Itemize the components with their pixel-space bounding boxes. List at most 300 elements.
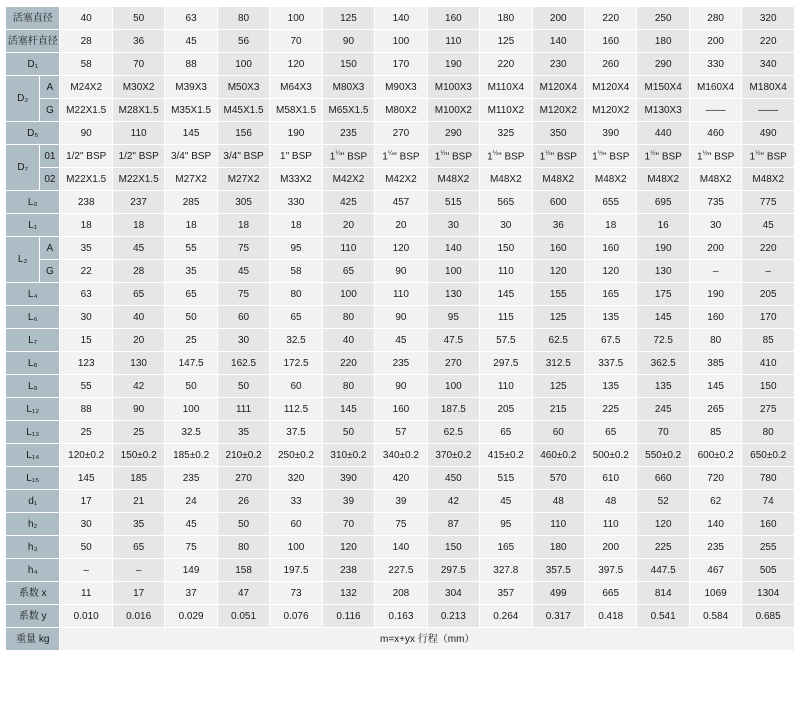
table-row: [6, 467, 795, 490]
table-cell: 180: [637, 30, 689, 53]
table-cell: 110: [375, 283, 427, 306]
table-cell: 0.010: [60, 605, 112, 628]
table-cell: 45: [165, 30, 217, 53]
table-cell: 75: [375, 513, 427, 536]
table-cell: 30: [60, 513, 112, 536]
table-cell: 15: [60, 329, 112, 352]
table-cell: 280: [689, 7, 741, 30]
table-cell: 165: [480, 536, 532, 559]
table-row: [6, 352, 795, 375]
table-cell: 150: [480, 237, 532, 260]
table-cell: $1^{\frac{1}{2}}$" BSP: [480, 145, 532, 168]
table-cell: ——: [689, 99, 741, 122]
table-row: [6, 76, 795, 99]
table-cell: 410: [742, 352, 795, 375]
table-cell: 370±0.2: [427, 444, 479, 467]
table-cell: 130: [427, 283, 479, 306]
table-cell: 60: [270, 375, 322, 398]
table-cell: 337.5: [585, 352, 637, 375]
table-cell: 499: [532, 582, 584, 605]
table-cell: 90: [112, 398, 164, 421]
table-cell: 320: [270, 467, 322, 490]
table-cell: 457: [375, 191, 427, 214]
row-label: 系数 x: [6, 582, 60, 605]
table-cell: 140: [375, 7, 427, 30]
table-cell: M120X2: [585, 99, 637, 122]
row-label: L₇: [6, 329, 60, 352]
table-cell: 18: [270, 214, 322, 237]
table-cell: 200: [689, 30, 741, 53]
table-cell: 255: [742, 536, 795, 559]
table-cell: M42X2: [322, 168, 374, 191]
table-cell: M80X3: [322, 76, 374, 99]
table-cell: 0.163: [375, 605, 427, 628]
table-cell: 125: [322, 7, 374, 30]
table-cell: 150: [427, 536, 479, 559]
table-cell: M24X2: [60, 76, 112, 99]
table-cell: 160: [742, 513, 795, 536]
table-cell: 42: [112, 375, 164, 398]
table-cell: 90: [322, 30, 374, 53]
table-row: [6, 375, 795, 398]
row-label: D₇: [6, 145, 40, 191]
table-cell: 330: [689, 53, 741, 76]
table-cell: 11: [60, 582, 112, 605]
table-cell: –: [742, 260, 795, 283]
table-cell: 30: [60, 306, 112, 329]
row-label: h₃: [6, 536, 60, 559]
table-cell: 200: [532, 7, 584, 30]
table-cell: M130X3: [637, 99, 689, 122]
table-cell: 47: [217, 582, 269, 605]
table-cell: 65: [270, 306, 322, 329]
table-cell: 0.584: [689, 605, 741, 628]
table-cell: 85: [742, 329, 795, 352]
table-cell: 145: [165, 122, 217, 145]
table-cell: 88: [60, 398, 112, 421]
table-cell: 65: [165, 283, 217, 306]
table-cell: 460±0.2: [532, 444, 584, 467]
table-cell: 52: [637, 490, 689, 513]
table-cell: 25: [112, 421, 164, 444]
row-label: L₄: [6, 283, 60, 306]
table-cell: –: [689, 260, 741, 283]
table-cell: M50X3: [217, 76, 269, 99]
table-cell: 310±0.2: [322, 444, 374, 467]
table-cell: 327.8: [480, 559, 532, 582]
table-cell: 57.5: [480, 329, 532, 352]
table-row: [6, 122, 795, 145]
table-cell: 39: [375, 490, 427, 513]
row-sub-label: 02: [40, 168, 60, 191]
table-row: [6, 99, 795, 122]
table-cell: 210±0.2: [217, 444, 269, 467]
table-cell: M30X2: [112, 76, 164, 99]
table-cell: 47.5: [427, 329, 479, 352]
table-cell: 460: [689, 122, 741, 145]
table-cell: M48X2: [742, 168, 795, 191]
table-cell: 0.264: [480, 605, 532, 628]
table-cell: 35: [217, 421, 269, 444]
table-cell: M180X4: [742, 76, 795, 99]
table-cell: 100: [270, 7, 322, 30]
table-cell: 63: [60, 283, 112, 306]
table-cell: 50: [217, 375, 269, 398]
table-cell: 610: [585, 467, 637, 490]
table-cell: 110: [427, 30, 479, 53]
table-cell: M120X4: [585, 76, 637, 99]
table-cell: 40: [112, 306, 164, 329]
table-cell: 72.5: [637, 329, 689, 352]
table-cell: 55: [60, 375, 112, 398]
table-cell: 270: [217, 467, 269, 490]
table-cell: 172.5: [270, 352, 322, 375]
table-cell: 32.5: [270, 329, 322, 352]
table-cell: ——: [742, 99, 795, 122]
footer-label: 重量 kg: [6, 628, 60, 651]
table-cell: M48X2: [689, 168, 741, 191]
table-cell: 150: [322, 53, 374, 76]
row-sub-label: 01: [40, 145, 60, 168]
table-cell: 18: [165, 214, 217, 237]
table-cell: 30: [217, 329, 269, 352]
table-cell: 490: [742, 122, 795, 145]
table-cell: 237: [112, 191, 164, 214]
table-cell: 270: [427, 352, 479, 375]
table-cell: M45X1.5: [217, 99, 269, 122]
table-cell: 70: [112, 53, 164, 76]
table-cell: 0.418: [585, 605, 637, 628]
table-cell: 30: [480, 214, 532, 237]
table-cell: 330: [270, 191, 322, 214]
table-cell: M48X2: [532, 168, 584, 191]
table-cell: 110: [480, 375, 532, 398]
table-cell: 50: [217, 513, 269, 536]
table-cell: 112.5: [270, 398, 322, 421]
table-cell: 145: [60, 467, 112, 490]
table-cell: 350: [532, 122, 584, 145]
table-cell: 570: [532, 467, 584, 490]
table-cell: 238: [322, 559, 374, 582]
table-cell: 110: [585, 513, 637, 536]
row-label: d₁: [6, 490, 60, 513]
table-cell: 420: [375, 467, 427, 490]
table-cell: 160: [585, 30, 637, 53]
table-row: [6, 536, 795, 559]
table-cell: M64X3: [270, 76, 322, 99]
table-cell: 180: [532, 536, 584, 559]
table-cell: 132: [322, 582, 374, 605]
table-cell: M33X2: [270, 168, 322, 191]
table-cell: M160X4: [689, 76, 741, 99]
table-cell: 220: [742, 237, 795, 260]
row-label: D₁: [6, 53, 60, 76]
table-cell: 185±0.2: [165, 444, 217, 467]
table-cell: 37: [165, 582, 217, 605]
table-cell: 190: [270, 122, 322, 145]
table-cell: 467: [689, 559, 741, 582]
table-cell: 110: [480, 260, 532, 283]
table-cell: 205: [480, 398, 532, 421]
table-cell: 140: [532, 30, 584, 53]
row-label: L₁: [6, 214, 60, 237]
table-cell: $1^{\frac{1}{2}}$" BSP: [427, 145, 479, 168]
table-row: [6, 559, 795, 582]
table-cell: 600: [532, 191, 584, 214]
row-sub-label: G: [40, 260, 60, 283]
table-cell: M110X2: [480, 99, 532, 122]
table-cell: 250±0.2: [270, 444, 322, 467]
table-cell: 0.051: [217, 605, 269, 628]
row-label: L₀: [6, 191, 60, 214]
table-cell: 205: [742, 283, 795, 306]
table-cell: 390: [322, 467, 374, 490]
table-cell: M27X2: [165, 168, 217, 191]
table-cell: 65: [585, 421, 637, 444]
table-cell: 123: [60, 352, 112, 375]
table-cell: M120X4: [532, 76, 584, 99]
table-cell: 60: [217, 306, 269, 329]
table-footer-row: [6, 628, 795, 651]
table-cell: 30: [689, 214, 741, 237]
table-cell: 100: [375, 30, 427, 53]
table-cell: 125: [532, 306, 584, 329]
table-cell: 90: [375, 260, 427, 283]
table-cell: 515: [480, 467, 532, 490]
table-cell: 130: [112, 352, 164, 375]
row-label: L₁₄: [6, 444, 60, 467]
table-cell: $1^{\frac{1}{2}}$" BSP: [637, 145, 689, 168]
row-label: D₅: [6, 122, 60, 145]
table-cell: $1^{\frac{1}{4}}$" BSP: [322, 145, 374, 168]
table-cell: 80: [270, 283, 322, 306]
table-cell: 75: [165, 536, 217, 559]
table-cell: 18: [112, 214, 164, 237]
table-cell: 125: [480, 30, 532, 53]
table-cell: 21: [112, 490, 164, 513]
table-cell: 63: [165, 7, 217, 30]
table-cell: 200: [689, 237, 741, 260]
table-row: [6, 214, 795, 237]
table-cell: 35: [60, 237, 112, 260]
table-cell: 56: [217, 30, 269, 53]
table-cell: 28: [60, 30, 112, 53]
table-row: [6, 490, 795, 513]
table-cell: 130: [637, 260, 689, 283]
table-row: [6, 260, 795, 283]
table-cell: 200: [585, 536, 637, 559]
table-cell: 65: [112, 283, 164, 306]
table-cell: 100: [427, 260, 479, 283]
table-cell: M22X1.5: [60, 99, 112, 122]
table-row: [6, 605, 795, 628]
table-cell: 80: [322, 375, 374, 398]
table-cell: 695: [637, 191, 689, 214]
table-cell: 160: [375, 398, 427, 421]
table-cell: 40: [322, 329, 374, 352]
table-cell: 145: [637, 306, 689, 329]
table-cell: 48: [585, 490, 637, 513]
table-cell: 120: [532, 260, 584, 283]
table-cell: 32.5: [165, 421, 217, 444]
table-cell: 45: [165, 513, 217, 536]
table-row: [6, 582, 795, 605]
table-cell: 3/4" BSP: [217, 145, 269, 168]
table-cell: 120: [270, 53, 322, 76]
table-cell: 22: [60, 260, 112, 283]
table-row: [6, 145, 795, 168]
table-cell: M48X2: [480, 168, 532, 191]
table-cell: 28: [112, 260, 164, 283]
table-cell: 185: [112, 467, 164, 490]
table-cell: 780: [742, 467, 795, 490]
table-cell: 80: [322, 306, 374, 329]
table-cell: 357.5: [532, 559, 584, 582]
table-row: [6, 329, 795, 352]
table-cell: 39: [322, 490, 374, 513]
table-cell: M28X1.5: [112, 99, 164, 122]
table-cell: 135: [637, 375, 689, 398]
table-cell: 165: [585, 283, 637, 306]
table-cell: 397.5: [585, 559, 637, 582]
table-cell: 80: [742, 421, 795, 444]
table-cell: $1^{\frac{1}{2}}$" BSP: [742, 145, 795, 168]
table-cell: 1069: [689, 582, 741, 605]
specification-table: [5, 6, 795, 651]
table-cell: 235: [165, 467, 217, 490]
table-cell: 0.541: [637, 605, 689, 628]
table-cell: 1" BSP: [270, 145, 322, 168]
table-cell: 100: [165, 398, 217, 421]
table-cell: 220: [322, 352, 374, 375]
table-cell: 297.5: [427, 559, 479, 582]
table-cell: M90X3: [375, 76, 427, 99]
table-cell: 45: [375, 329, 427, 352]
table-cell: 18: [585, 214, 637, 237]
table-cell: 70: [637, 421, 689, 444]
table-cell: 80: [689, 329, 741, 352]
row-label: h₄: [6, 559, 60, 582]
table-cell: 197.5: [270, 559, 322, 582]
table-cell: 20: [322, 214, 374, 237]
table-cell: 110: [112, 122, 164, 145]
table-cell: 60: [270, 513, 322, 536]
table-cell: 50: [112, 7, 164, 30]
table-cell: 362.5: [637, 352, 689, 375]
table-cell: 180: [480, 7, 532, 30]
table-cell: 20: [112, 329, 164, 352]
table-cell: 160: [532, 237, 584, 260]
table-cell: 140: [427, 237, 479, 260]
table-cell: 340: [742, 53, 795, 76]
table-cell: 120: [375, 237, 427, 260]
table-cell: $1^{\frac{1}{2}}$" BSP: [585, 145, 637, 168]
table-cell: 95: [270, 237, 322, 260]
table-cell: 58: [60, 53, 112, 76]
table-cell: 57: [375, 421, 427, 444]
table-cell: 285: [165, 191, 217, 214]
table-cell: 36: [532, 214, 584, 237]
table-cell: 45: [480, 490, 532, 513]
table-cell: –: [60, 559, 112, 582]
table-cell: 227.5: [375, 559, 427, 582]
table-cell: 115: [480, 306, 532, 329]
table-cell: 415±0.2: [480, 444, 532, 467]
table-cell: 50: [322, 421, 374, 444]
table-cell: 18: [217, 214, 269, 237]
table-cell: 37.5: [270, 421, 322, 444]
footer-note: m=x+yx 行程（mm）: [60, 628, 795, 651]
table-cell: 40: [60, 7, 112, 30]
table-row: [6, 283, 795, 306]
table-cell: 160: [427, 7, 479, 30]
table-cell: 65: [322, 260, 374, 283]
table-cell: 20: [375, 214, 427, 237]
table-row: [6, 421, 795, 444]
table-cell: M100X3: [427, 76, 479, 99]
table-cell: 500±0.2: [585, 444, 637, 467]
table-row: [6, 444, 795, 467]
table-cell: 45: [217, 260, 269, 283]
table-cell: 0.685: [742, 605, 795, 628]
table-cell: 110: [532, 513, 584, 536]
table-cell: 36: [112, 30, 164, 53]
table-cell: 100: [217, 53, 269, 76]
table-cell: 447.5: [637, 559, 689, 582]
table-cell: 85: [689, 421, 741, 444]
table-cell: $1^{\frac{1}{4}}$" BSP: [375, 145, 427, 168]
table-cell: 100: [322, 283, 374, 306]
table-cell: 158: [217, 559, 269, 582]
table-cell: 265: [689, 398, 741, 421]
table-cell: 170: [375, 53, 427, 76]
table-cell: M27X2: [217, 168, 269, 191]
table-cell: 425: [322, 191, 374, 214]
table-cell: 70: [322, 513, 374, 536]
table-cell: 120: [322, 536, 374, 559]
table-cell: 48: [532, 490, 584, 513]
table-row: [6, 237, 795, 260]
row-label: h₂: [6, 513, 60, 536]
table-cell: 190: [427, 53, 479, 76]
table-cell: 0.076: [270, 605, 322, 628]
table-cell: M150X4: [637, 76, 689, 99]
table-cell: 17: [112, 582, 164, 605]
table-cell: 720: [689, 467, 741, 490]
row-label: D₂: [6, 76, 40, 122]
table-cell: 735: [689, 191, 741, 214]
table-cell: 50: [165, 375, 217, 398]
table-cell: –: [112, 559, 164, 582]
table-cell: 120: [585, 260, 637, 283]
table-row: [6, 30, 795, 53]
table-cell: 250: [637, 7, 689, 30]
row-label: L₂: [6, 237, 40, 283]
row-label: L₁₃: [6, 421, 60, 444]
table-cell: M22X1.5: [112, 168, 164, 191]
table-cell: 390: [585, 122, 637, 145]
table-cell: M42X2: [375, 168, 427, 191]
table-cell: 62.5: [532, 329, 584, 352]
table-cell: 95: [480, 513, 532, 536]
table-cell: 440: [637, 122, 689, 145]
table-cell: 55: [165, 237, 217, 260]
table-cell: 650±0.2: [742, 444, 795, 467]
table-cell: 90: [60, 122, 112, 145]
table-cell: 565: [480, 191, 532, 214]
table-cell: 111: [217, 398, 269, 421]
table-cell: 150: [742, 375, 795, 398]
